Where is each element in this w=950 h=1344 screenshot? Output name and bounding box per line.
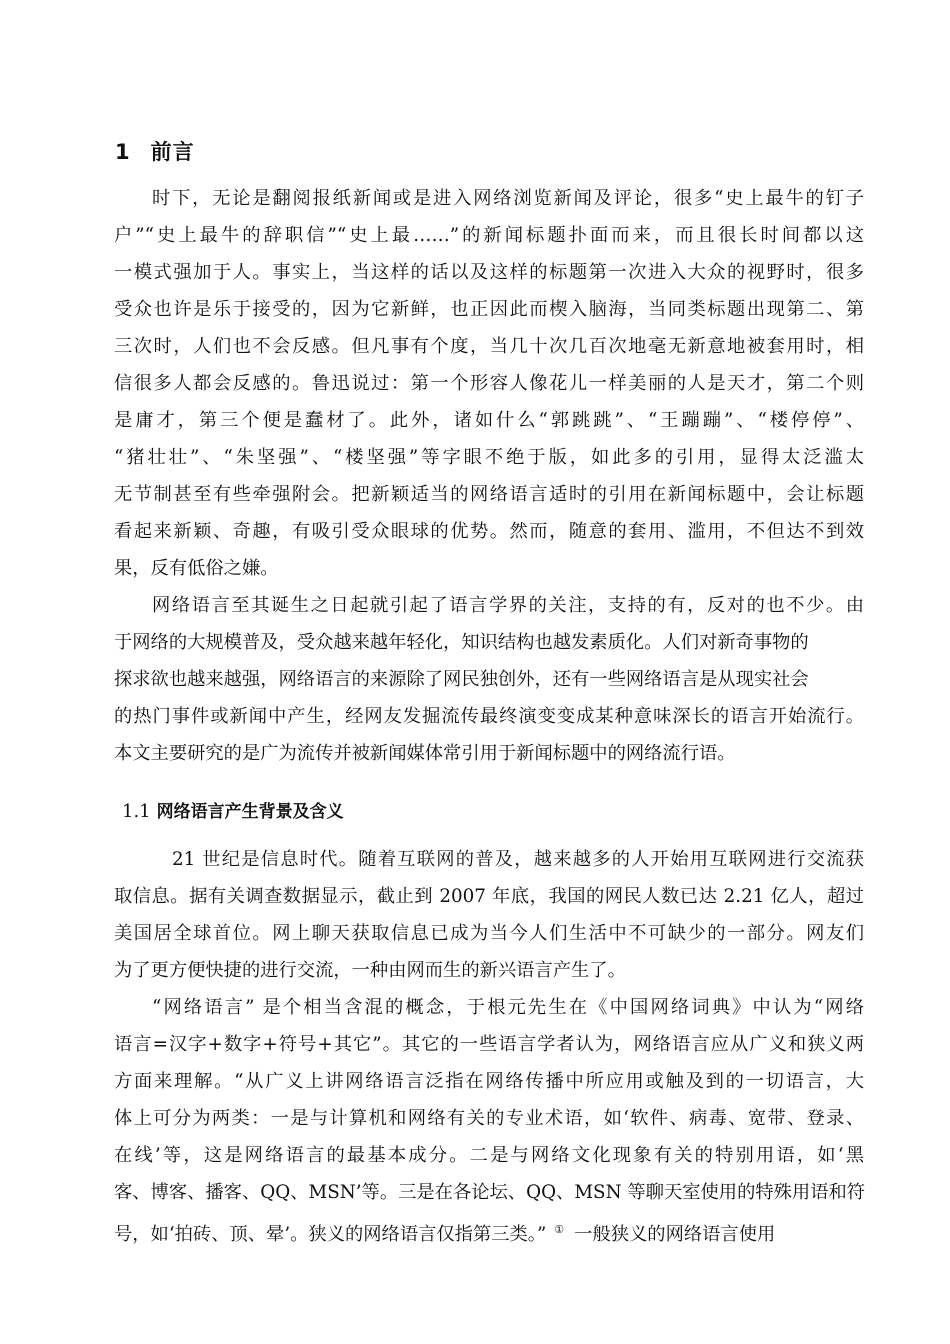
subsection-title: 网络语言产生背景及含义 xyxy=(156,802,344,822)
subsection-number: 1.1 xyxy=(122,801,151,822)
paragraph-line: 无节制甚至有些牵强附会。把新颖适当的网络语言适时的引用在新闻标题中，会让标题 xyxy=(114,484,864,505)
paragraph-line: 本文主要研究的是广为流传并被新闻媒体常引用于新闻标题中的网络流行语。 xyxy=(114,743,736,764)
section-heading xyxy=(115,136,195,166)
paragraph-text: 一般狭义的网络语言使用 xyxy=(574,1224,776,1245)
paragraph-line: 是庸才，第三个便是蠢材了。此外，诸如什么“郭跳跳”、“王蹦蹦”、“楼停停”、 xyxy=(114,410,864,431)
paragraph-line: 信很多人都会反感的。鲁迅说过：第一个形容人像花儿一样美丽的人是天才，第二个则 xyxy=(114,373,864,394)
paragraph-line: 方面来理解。“从广义上讲网络语言泛指在网络传播中所应用或触及到的一切语言，大 xyxy=(114,1071,864,1092)
paragraph-line: 果，反有低俗之嫌。 xyxy=(114,558,279,579)
subsection-heading xyxy=(122,797,344,822)
paragraph-line: 看起来新颖、奇趣，有吸引受众眼球的优势。然而，随意的套用、滥用，不但达不到效 xyxy=(114,521,864,542)
paragraph-line: 的热门事件或新闻中产生，经网友发掘流传最终演变变成某种意味深长的语言开始流行。 xyxy=(114,706,864,727)
paragraph-line: “网络语言” 是个相当含混的概念，于根元先生在《中国网络词典》中认为“网络 xyxy=(152,997,864,1018)
paragraph-line: 时下，无论是翻阅报纸新闻或是进入网络浏览新闻及评论，很多“史上最牛的钉子 xyxy=(152,188,864,209)
paragraph-line: 一模式强加于人。事实上，当这样的话以及这样的标题第一次进入大众的视野时，很多 xyxy=(114,262,864,283)
paragraph-line: 客、博客、播客、QQ、MSN’等。三是在各论坛、QQ、MSN 等聊天室使用的特殊用语和符 xyxy=(114,1182,866,1203)
paragraph-line: 取信息。据有关调查数据显示，截止到 2007 年底，我国的网民人数已达 2.21 亿人，超过 xyxy=(114,886,864,907)
paragraph-text: 号，如‘拍砖、顶、晕’。狭义的网络语言仅指第三类。” xyxy=(114,1224,547,1245)
paragraph-line: 语言=汉字+数字+符号+其它”。其它的一些语言学者认为，网络语言应从广义和狭义两 xyxy=(114,1034,864,1055)
section-title: 前言 xyxy=(150,140,195,164)
paragraph-line: “猪壮壮”、“朱坚强”、“楼坚强”等字眼不绝于版，如此多的引用，显得太泛滥太 xyxy=(114,447,864,468)
paragraph-line: 三次时，人们也不会反感。但凡事有个度，当几十次几百次地毫无新意地被套用时，相 xyxy=(114,336,864,357)
paragraph-line: 21 世纪是信息时代。随着互联网的普及，越来越多的人开始用互联网进行交流获 xyxy=(172,849,864,870)
paragraph-line: 美国居全球首位。网上聊天获取信息已成为当今人们生活中不可缺少的一部分。网友们 xyxy=(114,923,864,944)
section-number: 1 xyxy=(115,140,131,164)
paragraph-line: 受众也许是乐于接受的，因为它新鲜，也正因此而楔入脑海，当同类标题出现第二、第 xyxy=(114,299,864,320)
paragraph-line: 为了更方便快捷的进行交流，一种由网而生的新兴语言产生了。 xyxy=(114,960,626,981)
paragraph-line: 于网络的大规模普及，受众越来越年轻化，知识结构也越发素质化。人们对新奇事物的 xyxy=(114,632,809,653)
paragraph-line: 体上可分为两类：一是与计算机和网络有关的专业术语，如‘软件、病毒、宽带、登录、 xyxy=(114,1108,864,1129)
paragraph-line: 户”“史上最牛的辞职信”“史上最……”的新闻标题扑面而来，而且很长时间都以这 xyxy=(114,225,864,246)
paragraph-line xyxy=(114,1218,864,1247)
paragraph-line: 探求欲也越来越强，网络语言的来源除了网民独创外，还有一些网络语言是从现实社会 xyxy=(114,669,809,690)
paragraph-line: 在线’等，这是网络语言的最基本成分。二是与网络文化现象有关的特别用语，如‘黑 xyxy=(114,1145,864,1166)
paragraph-line: 网络语言至其诞生之日起就引起了语言学界的关注，支持的有，反对的也不少。由 xyxy=(152,595,864,616)
footnote-marker[interactable]: ① xyxy=(554,1223,565,1236)
